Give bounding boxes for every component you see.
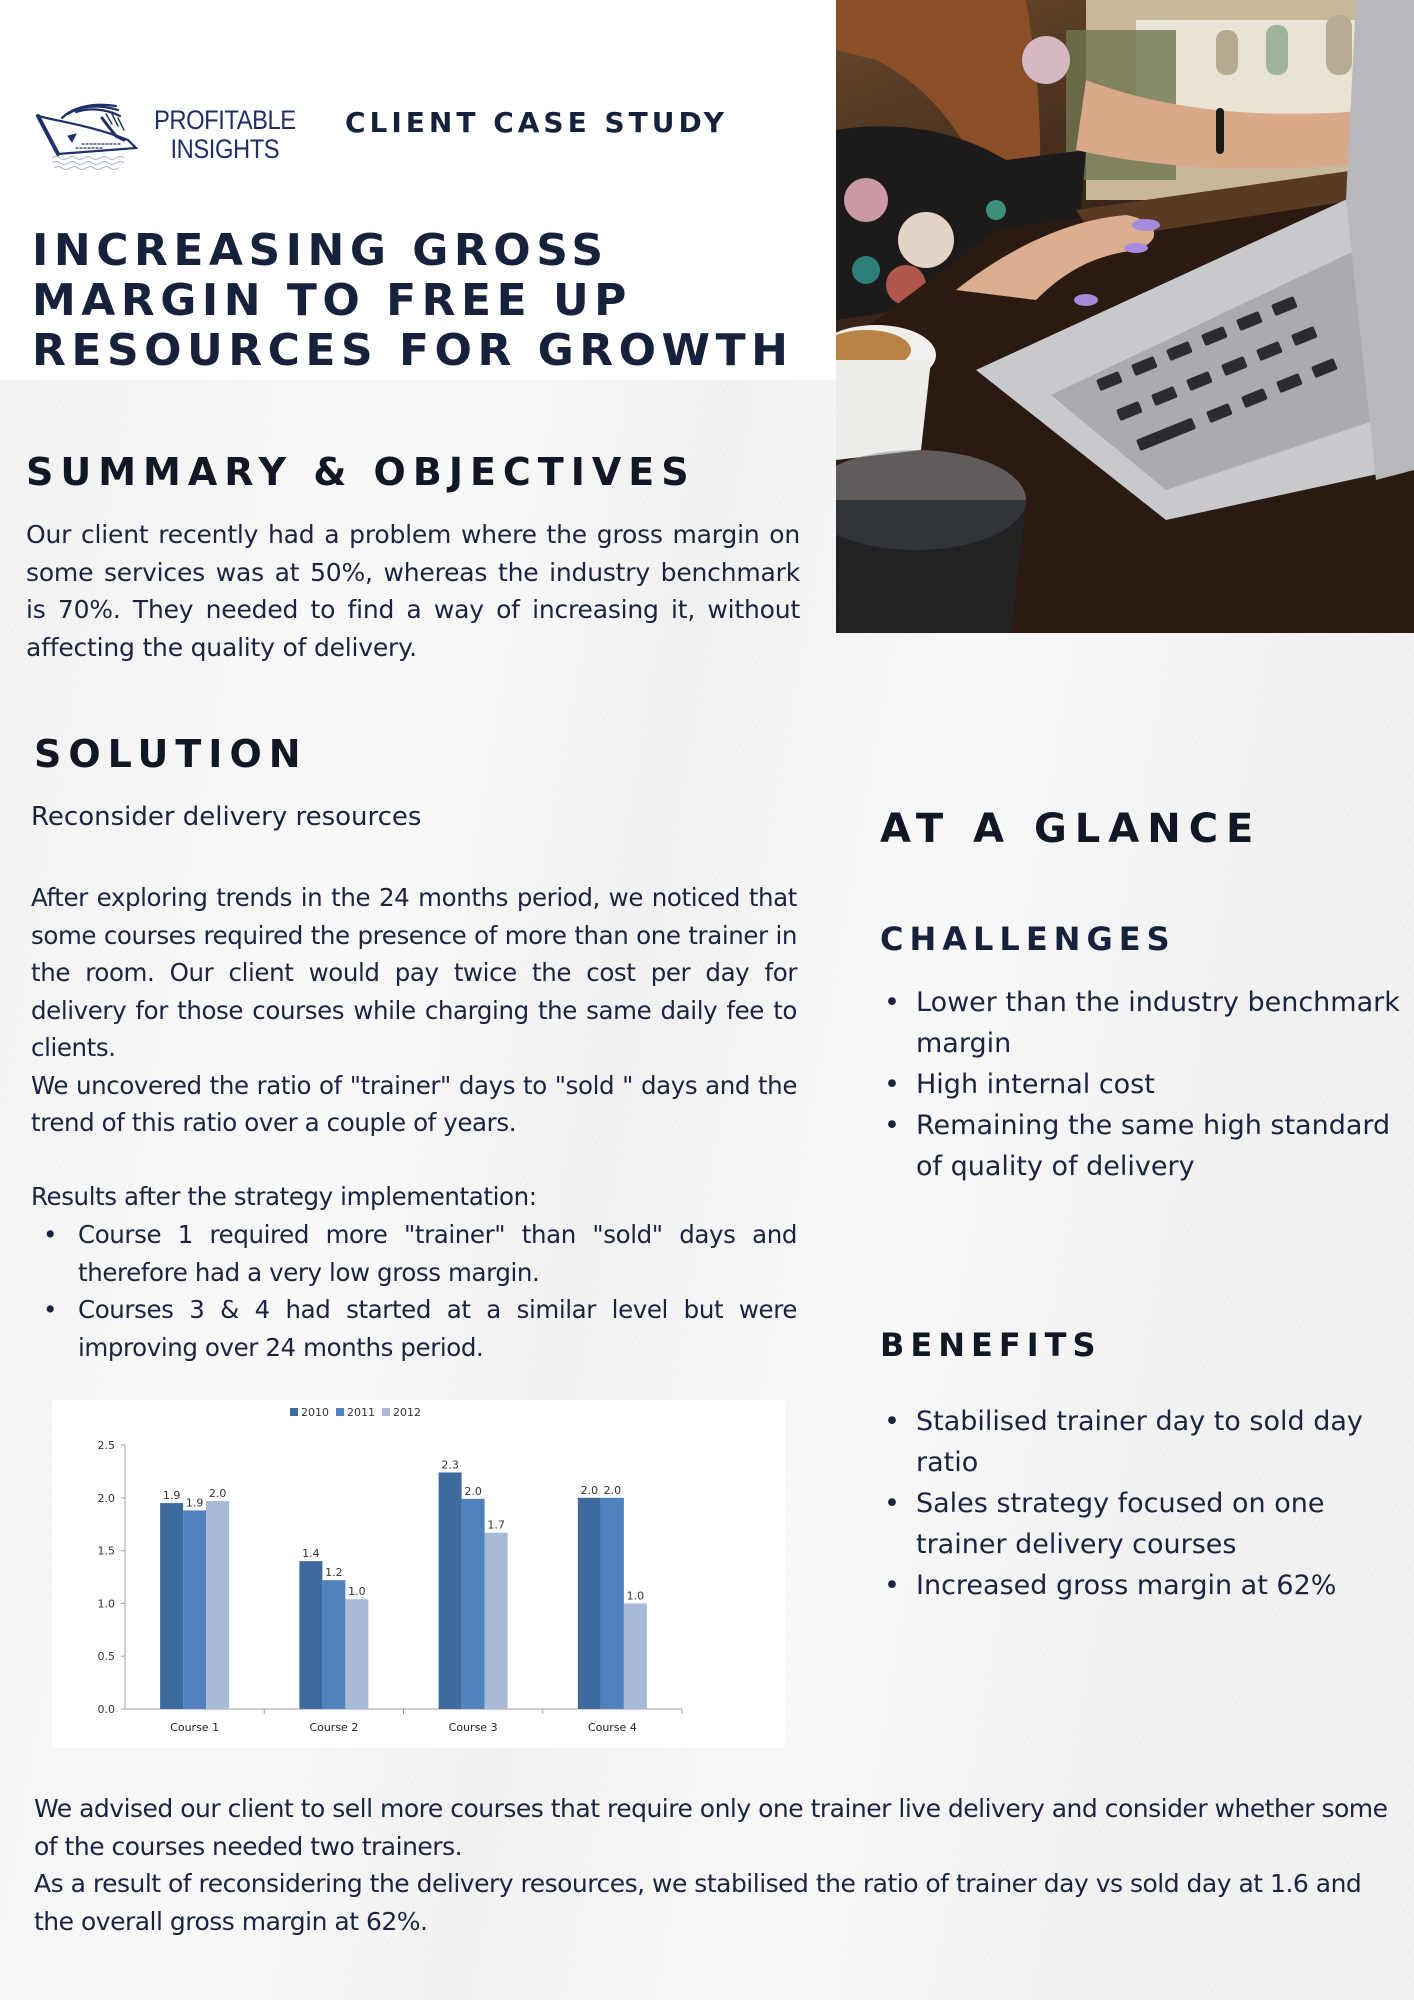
chart-bar xyxy=(206,1501,229,1709)
y-tick-label: 1.0 xyxy=(97,1597,115,1611)
benefit-item: • Stabilised trainer day to sold day ratio xyxy=(880,1401,1400,1483)
title-line-2: MARGIN TO FREE UP xyxy=(32,275,632,326)
bar-value-label: 1.9 xyxy=(162,1489,181,1503)
challenge-item: • High internal cost xyxy=(880,1064,1400,1105)
challenges-list xyxy=(880,982,1400,1187)
results-item: • Courses 3 & 4 had started at a similar level but were improving over 24 months period. xyxy=(31,1291,797,1366)
y-tick-label: 1.5 xyxy=(97,1544,115,1558)
chart-bar xyxy=(322,1580,345,1709)
legend-swatch xyxy=(290,1408,298,1416)
bar-value-label: 1.4 xyxy=(302,1547,320,1561)
bar-value-label: 2.0 xyxy=(208,1486,227,1500)
laptop-photo-illustration xyxy=(836,0,1414,633)
y-tick-label: 0.0 xyxy=(97,1703,115,1716)
title-line-1: INCREASING GROSS xyxy=(32,225,609,276)
solution-paragraph-2: We uncovered the ratio of "trainer" days to "sold " days and the trend of this ratio over a couple of years. xyxy=(31,1070,797,1137)
challenges-heading: CHALLENGES xyxy=(880,920,1176,958)
bar-value-label: 1.9 xyxy=(185,1496,204,1510)
y-tick-label: 2.5 xyxy=(97,1439,115,1452)
x-category-label: Course 3 xyxy=(448,1721,498,1734)
brand-name xyxy=(154,106,296,164)
legend-label: 2012 xyxy=(393,1406,421,1419)
x-category-label: Course 1 xyxy=(170,1721,220,1734)
chart-bar xyxy=(601,1498,624,1709)
chart-bar xyxy=(183,1510,206,1709)
closing-text xyxy=(34,1790,1394,1940)
x-category-label: Course 2 xyxy=(309,1721,359,1734)
page-title xyxy=(32,226,832,376)
solution-paragraph-1: After exploring trends in the 24 months period, we noticed that some courses required the presence of more than one trainer in the room. Our client would pay twice the cost per day for delivery for those courses while charging the same daily fee to clients. xyxy=(31,883,797,1062)
benefit-item: • Sales strategy focused on one trainer delivery courses xyxy=(880,1483,1400,1565)
challenge-item: • Lower than the industry benchmark margin xyxy=(880,982,1400,1064)
benefits-heading: BENEFITS xyxy=(880,1326,1102,1364)
chart-bar xyxy=(299,1561,322,1709)
results-list xyxy=(31,1216,797,1366)
chart-bar xyxy=(345,1599,368,1709)
bar-value-label: 1.2 xyxy=(325,1566,343,1580)
brand-line-2: INSIGHTS xyxy=(170,134,280,164)
closing-paragraph-1: We advised our client to sell more courses that require only one trainer live delivery and consider whether some of the courses needed two trainers. xyxy=(34,1794,1388,1861)
cruise-ship-icon xyxy=(32,96,152,174)
chart-bar xyxy=(439,1472,462,1709)
bar-value-label: 1.0 xyxy=(348,1585,366,1599)
results-heading: Results after the strategy implementation: xyxy=(31,1182,537,1211)
challenge-item: • Remaining the same high standard of quality of delivery xyxy=(880,1105,1400,1187)
hero-photo xyxy=(836,0,1414,633)
legend-label: 2010 xyxy=(301,1406,329,1419)
legend-label: 2011 xyxy=(347,1406,375,1419)
ratio-bar-chart xyxy=(52,1400,785,1748)
bar-value-label: 2.0 xyxy=(580,1483,599,1497)
bar-value-label: 1.7 xyxy=(487,1518,505,1532)
benefit-item: • Increased gross margin at 62% xyxy=(880,1565,1400,1606)
summary-heading: SUMMARY & OBJECTIVES xyxy=(26,450,696,494)
legend-swatch xyxy=(382,1408,390,1416)
chart-bar xyxy=(462,1499,485,1709)
chart-bar xyxy=(578,1498,601,1709)
summary-text: Our client recently had a problem where the gross margin on some services was at 50%, whereas the industry benchmark is 70%. They needed to find a way of increasing it, without affecting the quality of delivery. xyxy=(26,520,800,662)
solution-body xyxy=(31,879,797,1142)
chart-bar xyxy=(160,1503,183,1709)
bar-value-label: 2.0 xyxy=(603,1483,622,1497)
legend-swatch xyxy=(336,1408,344,1416)
benefits-list xyxy=(880,1401,1400,1606)
solution-heading: SOLUTION xyxy=(34,732,308,776)
title-line-3: RESOURCES FOR GROWTH xyxy=(32,325,794,376)
closing-paragraph-2: As a result of reconsidering the delivery resources, we stabilised the ratio of trainer day vs sold day at 1.6 and the overall gross margin at 62%. xyxy=(34,1869,1362,1936)
results-item: • Course 1 required more "trainer" than "sold" days and therefore had a very low gross margin. xyxy=(31,1216,797,1291)
y-tick-label: 0.5 xyxy=(97,1650,115,1664)
bar-chart-canvas xyxy=(52,1400,785,1748)
brand-line-1: PROFITABLE xyxy=(154,105,296,135)
brand-logo xyxy=(32,96,312,174)
y-tick-label: 2.0 xyxy=(97,1491,115,1505)
chart-bar xyxy=(485,1533,508,1709)
x-category-label: Course 4 xyxy=(587,1721,637,1734)
at-a-glance-heading: AT A GLANCE xyxy=(880,806,1262,852)
chart-bar xyxy=(624,1603,647,1709)
document-kicker: CLIENT CASE STUDY xyxy=(345,106,728,139)
bar-value-label: 2.3 xyxy=(441,1458,459,1472)
bar-value-label: 2.0 xyxy=(464,1484,482,1498)
solution-subheading: Reconsider delivery resources xyxy=(31,802,422,832)
bar-value-label: 1.0 xyxy=(626,1589,645,1603)
